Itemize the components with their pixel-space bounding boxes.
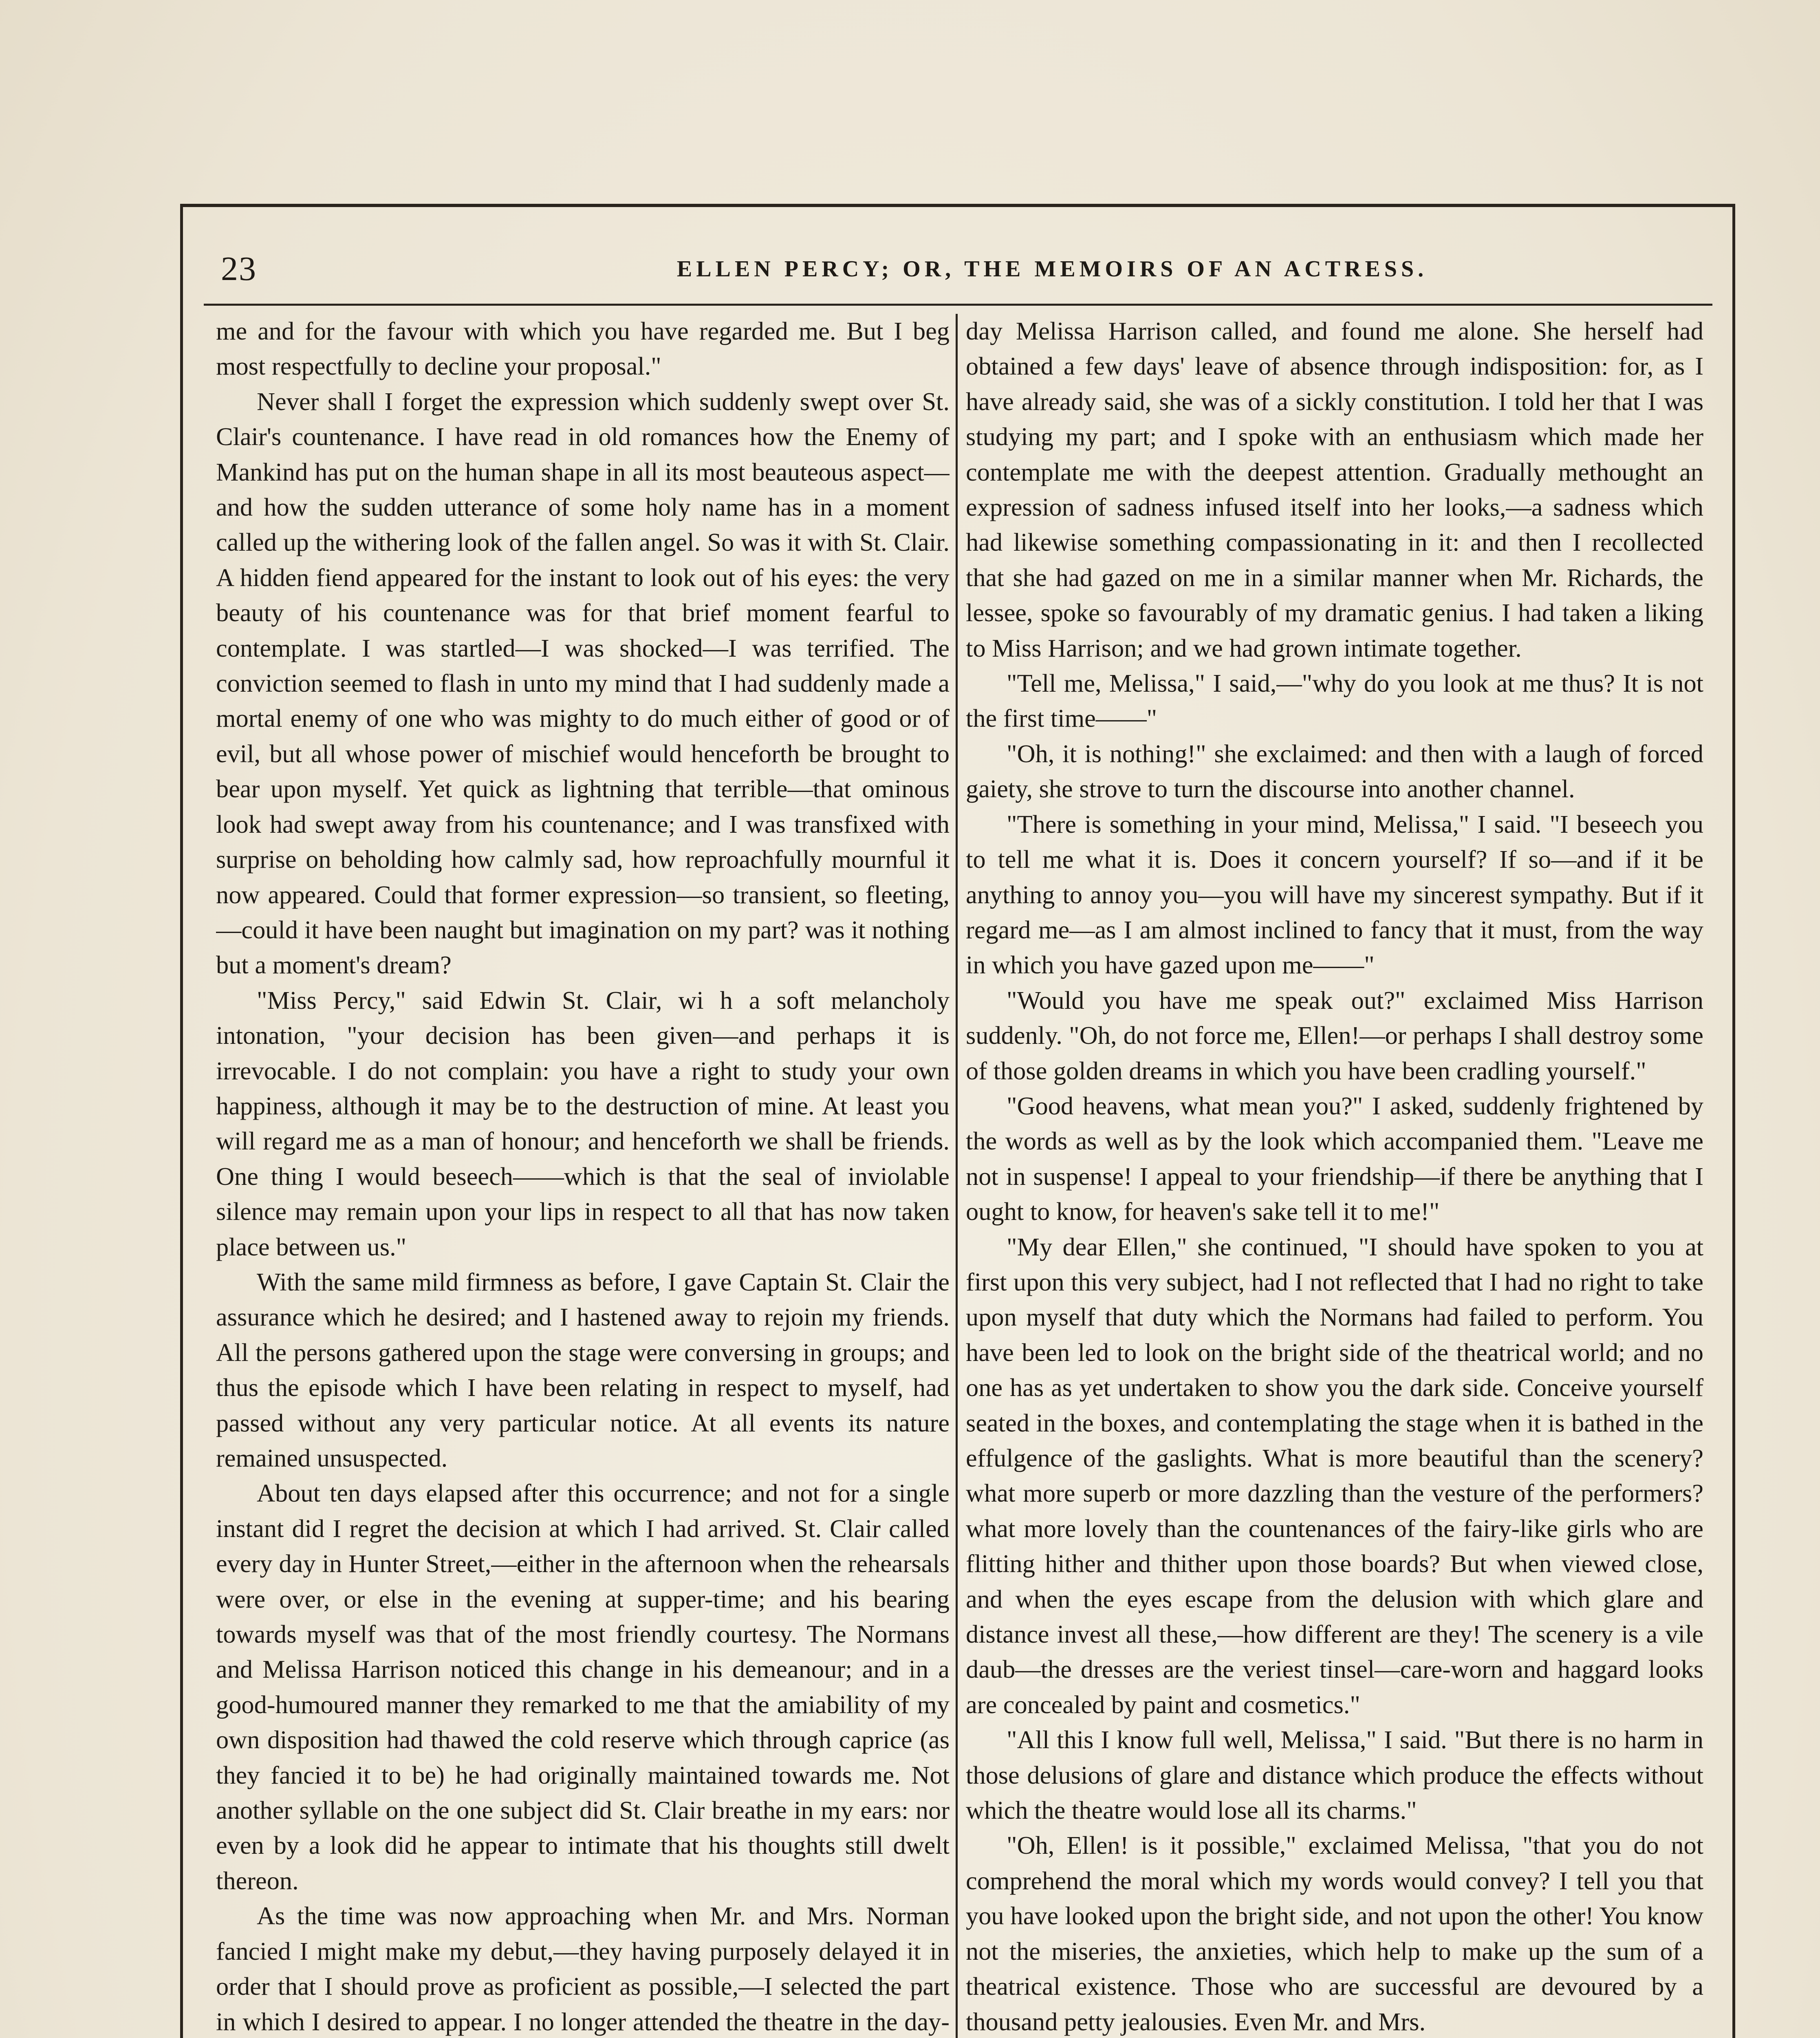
paragraph: Never shall I forget the expression which suddenly swept over St. Clair's countenance. I have read in old romances how the Enemy of Mankind has put on the human shape in all its most beauteous aspect—and how the sudden utterance of some holy name has in a moment called up the withering look of the fallen angel. So was it with St. Clair. A hidden fiend appeared for the instant to look out of his eyes: the very beauty of his countenance was for that brief moment fearful to contemplate. I was startled—I was shocked—I was terrified. The conviction seemed to flash in unto my mind that I had suddenly made a mortal enemy of one who was mighty to do much either of good or of evil, but all whose power of mischief would henceforth be brought to bear upon myself. Yet quick as lightning that terrible—that ominous look had swept away from his countenance; and I was transfixed with surprise on beholding how calmly sad, how reproachfully mournful it now appeared. Could that former expression—so transient, so fleeting,—could it have been naught but imagination on my part? was it nothing but a moment's dream? (216, 387, 950, 979)
paragraph: As the time was now approaching when Mr. and Mrs. Norman fancied I might make my debut,—they having purposely delayed it in order that I should prove as proficient as possible,—I selected the part in which I desired to appear. I no longer attended the theatre in the day- (216, 1902, 950, 2036)
running-head (221, 245, 1712, 293)
paragraph: me and for the favour with which you have regarded me. But I beg most respectfully to decline your proposal." (216, 317, 950, 381)
paragraph: About ten days elapsed after this occurrence; and not for a single instant did I regret the decision at which I had arrived. St. Clair called every day in Hunter Street,—either in the afternoon when the rehearsals were over, or else in the evening at supper-time; and his bearing towards myself was that of the most friendly courtesy. The Normans and Melissa Harrison noticed this change in his demeanour; and in a good-humoured manner they remarked to me that the amiability of my own disposition had thawed the cold reserve which through caprice (as they fancied it to be) he had originally maintained towards me. Not another syllable on the one subject did St. Clair breathe in my ears: nor even by a look did he appear to intimate that his thoughts still dwelt thereon. (216, 1479, 950, 1895)
paragraph: "Would you have me speak out?" exclaimed Miss Harrison suddenly. "Oh, do not force me, Ellen!—or perhaps I shall destroy some of those golden dreams in which you have been cradling yourself." (966, 986, 1703, 1085)
paragraph: "All this I know full well, Melissa," I said. "But there is no harm in those delusions of glare and distance which produce the effects without which the theatre would lose all its charms." (966, 1726, 1703, 1825)
left-column (216, 314, 950, 2038)
paragraph: "Miss Percy," said Edwin St. Clair, wi h a soft melancholy intonation, "your decision has been given—and perhaps it is irrevocable. I do not complain: you have a right to study your own happiness, although it may be to the destruction of mine. At least you will regard me as a man of honour; and henceforth we shall be friends. One thing I would beseech——which is that the seal of inviolable silence may remain upon your lips in respect to all that has now taken place between us." (216, 986, 950, 1261)
right-column (966, 314, 1703, 2038)
paragraph: day Melissa Harrison called, and found me alone. She herself had obtained a few days' leave of absence through indisposition: for, as I have already said, she was of a sickly constitution. I told her that I was studying my part; and I spoke with an enthusiasm which made her contemplate me with the deepest attention. Gradually methought an expression of sadness infused itself into her looks,—a sadness which had likewise something compassionating in it: and then I recollected that she had gazed on me in a similar manner when Mr. Richards, the lessee, spoke so favourably of my dramatic genius. I had taken a liking to Miss Harrison; and we had grown intimate together. (966, 317, 1703, 662)
header-rule (204, 304, 1712, 306)
paragraph: "My dear Ellen," she continued, "I should have spoken to you at first upon this very subject, had I not reflected that I had no right to take upon myself that duty which the Normans had failed to perform. You have been led to look on the bright side of the theatrical world; and no one has as yet undertaken to show you the dark side. Conceive yourself seated in the boxes, and contemplating the stage when it is bathed in the effulgence of the gaslights. What is more beautiful than the scenery? what more superb or more dazzling than the vesture of the performers? what more lovely than the countenances of the fairy-like girls who are flitting hither and thither upon those boards? But when viewed close, and when the eyes escape from the delusion with which glare and distance invest all these,—how different are they! The scenery is a vile daub—the dresses are the veriest tinsel—care-worn and haggard looks are concealed by paint and cosmetics." (966, 1233, 1703, 1719)
paragraph: "Good heavens, what mean you?" I asked, suddenly frightened by the words as well as by the look which accompanied them. "Leave me not in suspense! I appeal to your friendship—if there be anything that I ought to know, for heaven's sake tell it to me!" (966, 1092, 1703, 1226)
paragraph: With the same mild firmness as before, I gave Captain St. Clair the assurance which he desired; and I hastened away to rejoin my friends. All the persons gathered upon the stage were conversing in groups; and thus the episode which I have been relating in respect to myself, had passed without any very particular notice. At all events its nature remained unsuspected. (216, 1268, 950, 1472)
paragraph: "Oh, Ellen! is it possible," exclaimed Melissa, "that you do not comprehend the moral which my words would convey? I tell you that you have looked upon the bright side, and not upon the other! You know not the miseries, the anxieties, which help to make up the sum of a theatrical existence. Those who are successful are devoured by a thousand petty jealousies. Even Mr. and Mrs. (966, 1831, 1703, 2036)
paragraph: "Oh, it is nothing!" she exclaimed: and then with a laugh of forced gaiety, she strove to turn the discourse into another channel. (966, 739, 1703, 803)
paragraph: "There is something in your mind, Melissa," I said. "I beseech you to tell me what it is. Does it concern yourself? If so—and if it be anything to annoy you—you will have my sincerest sympathy. But if it regard me—as I am almost inclined to fancy that it must, from the way in which you have gazed upon me——" (966, 810, 1703, 979)
page-number: 23 (221, 250, 257, 288)
running-title: ELLEN PERCY; OR, THE MEMOIRS OF AN ACTRESS. (676, 256, 1428, 282)
paragraph: "Tell me, Melissa," I said,—"why do you look at me thus? It is not the first time——" (966, 669, 1703, 733)
column-divider (956, 314, 958, 2038)
